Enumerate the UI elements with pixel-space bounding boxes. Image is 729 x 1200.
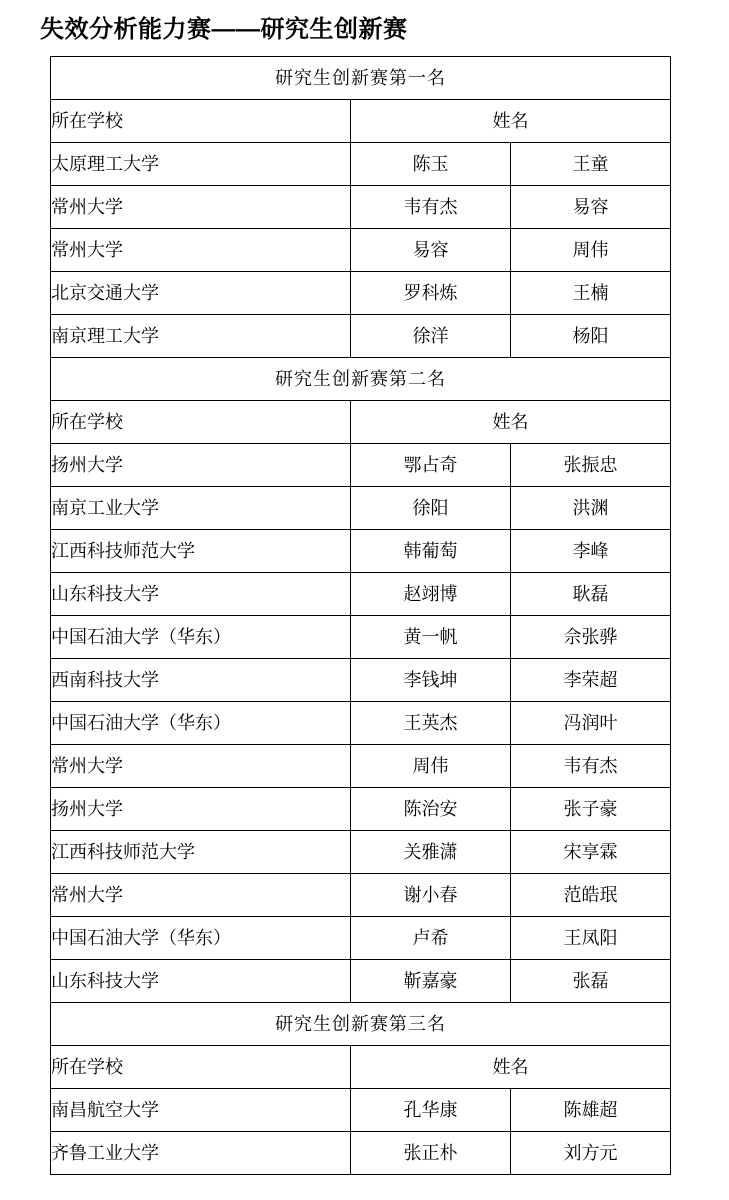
cell-school: 中国石油大学（华东） bbox=[51, 702, 351, 745]
cell-name-1: 陈治安 bbox=[351, 788, 511, 831]
cell-name-1: 卢希 bbox=[351, 917, 511, 960]
results-table bbox=[50, 56, 671, 1175]
column-header-name: 姓名 bbox=[351, 401, 671, 444]
column-header-name: 姓名 bbox=[351, 1046, 671, 1089]
cell-name-2: 周伟 bbox=[511, 229, 671, 272]
cell-name-1: 李钱坤 bbox=[351, 659, 511, 702]
cell-name-2: 洪渊 bbox=[511, 487, 671, 530]
page-title: 失效分析能力赛——研究生创新赛 bbox=[40, 16, 408, 43]
section-heading: 研究生创新赛第一名 bbox=[51, 57, 671, 100]
cell-name-1: 徐洋 bbox=[351, 315, 511, 358]
section-heading: 研究生创新赛第二名 bbox=[51, 358, 671, 401]
cell-name-2: 耿磊 bbox=[511, 573, 671, 616]
cell-name-2: 冯润叶 bbox=[511, 702, 671, 745]
cell-name-2: 佘张骅 bbox=[511, 616, 671, 659]
cell-school: 西南科技大学 bbox=[51, 659, 351, 702]
cell-name-2: 刘方元 bbox=[511, 1132, 671, 1175]
section-header-row bbox=[51, 358, 671, 401]
table-row bbox=[51, 659, 671, 702]
cell-name-1: 孔华康 bbox=[351, 1089, 511, 1132]
table-row bbox=[51, 616, 671, 659]
cell-school: 南京理工大学 bbox=[51, 315, 351, 358]
table-row bbox=[51, 917, 671, 960]
cell-name-2: 韦有杰 bbox=[511, 745, 671, 788]
cell-school: 常州大学 bbox=[51, 745, 351, 788]
cell-name-1: 靳嘉豪 bbox=[351, 960, 511, 1003]
column-header-school: 所在学校 bbox=[51, 100, 351, 143]
cell-name-1: 张正朴 bbox=[351, 1132, 511, 1175]
cell-name-1: 周伟 bbox=[351, 745, 511, 788]
cell-school: 扬州大学 bbox=[51, 788, 351, 831]
column-header-row bbox=[51, 401, 671, 444]
cell-school: 山东科技大学 bbox=[51, 960, 351, 1003]
cell-school: 常州大学 bbox=[51, 874, 351, 917]
cell-name-2: 王楠 bbox=[511, 272, 671, 315]
column-header-row bbox=[51, 100, 671, 143]
table-row bbox=[51, 315, 671, 358]
table-row bbox=[51, 1132, 671, 1175]
cell-school: 常州大学 bbox=[51, 229, 351, 272]
cell-school: 北京交通大学 bbox=[51, 272, 351, 315]
cell-school: 江西科技师范大学 bbox=[51, 530, 351, 573]
cell-name-2: 张子豪 bbox=[511, 788, 671, 831]
cell-school: 太原理工大学 bbox=[51, 143, 351, 186]
cell-name-2: 陈雄超 bbox=[511, 1089, 671, 1132]
table-row bbox=[51, 186, 671, 229]
cell-name-1: 陈玉 bbox=[351, 143, 511, 186]
cell-name-1: 黄一帆 bbox=[351, 616, 511, 659]
cell-school: 江西科技师范大学 bbox=[51, 831, 351, 874]
table-row bbox=[51, 788, 671, 831]
column-header-school: 所在学校 bbox=[51, 1046, 351, 1089]
section-heading: 研究生创新赛第三名 bbox=[51, 1003, 671, 1046]
cell-school: 中国石油大学（华东） bbox=[51, 616, 351, 659]
cell-name-1: 鄂占奇 bbox=[351, 444, 511, 487]
cell-name-1: 易容 bbox=[351, 229, 511, 272]
cell-school: 南昌航空大学 bbox=[51, 1089, 351, 1132]
section-header-row bbox=[51, 1003, 671, 1046]
cell-name-2: 范皓珉 bbox=[511, 874, 671, 917]
column-header-row bbox=[51, 1046, 671, 1089]
cell-name-1: 谢小春 bbox=[351, 874, 511, 917]
cell-name-1: 罗科炼 bbox=[351, 272, 511, 315]
table-row bbox=[51, 874, 671, 917]
results-table-body bbox=[51, 57, 671, 1175]
cell-name-2: 王凤阳 bbox=[511, 917, 671, 960]
cell-name-2: 张振忠 bbox=[511, 444, 671, 487]
table-row bbox=[51, 487, 671, 530]
cell-name-2: 易容 bbox=[511, 186, 671, 229]
table-row bbox=[51, 1089, 671, 1132]
cell-school: 中国石油大学（华东） bbox=[51, 917, 351, 960]
cell-school: 齐鲁工业大学 bbox=[51, 1132, 351, 1175]
cell-name-1: 赵翊博 bbox=[351, 573, 511, 616]
table-row bbox=[51, 960, 671, 1003]
cell-school: 山东科技大学 bbox=[51, 573, 351, 616]
column-header-school: 所在学校 bbox=[51, 401, 351, 444]
table-row bbox=[51, 272, 671, 315]
cell-name-2: 李荣超 bbox=[511, 659, 671, 702]
section-header-row bbox=[51, 57, 671, 100]
cell-name-1: 关雅潇 bbox=[351, 831, 511, 874]
cell-school: 南京工业大学 bbox=[51, 487, 351, 530]
table-row bbox=[51, 530, 671, 573]
cell-name-2: 宋享霖 bbox=[511, 831, 671, 874]
cell-name-1: 韦有杰 bbox=[351, 186, 511, 229]
table-row bbox=[51, 573, 671, 616]
cell-name-1: 徐阳 bbox=[351, 487, 511, 530]
cell-name-2: 张磊 bbox=[511, 960, 671, 1003]
table-row bbox=[51, 229, 671, 272]
table-row bbox=[51, 143, 671, 186]
table-row bbox=[51, 702, 671, 745]
cell-name-1: 韩葡萄 bbox=[351, 530, 511, 573]
cell-name-2: 李峰 bbox=[511, 530, 671, 573]
table-row bbox=[51, 831, 671, 874]
cell-school: 扬州大学 bbox=[51, 444, 351, 487]
table-row bbox=[51, 444, 671, 487]
table-row bbox=[51, 745, 671, 788]
cell-school: 常州大学 bbox=[51, 186, 351, 229]
cell-name-2: 王童 bbox=[511, 143, 671, 186]
column-header-name: 姓名 bbox=[351, 100, 671, 143]
cell-name-2: 杨阳 bbox=[511, 315, 671, 358]
cell-name-1: 王英杰 bbox=[351, 702, 511, 745]
